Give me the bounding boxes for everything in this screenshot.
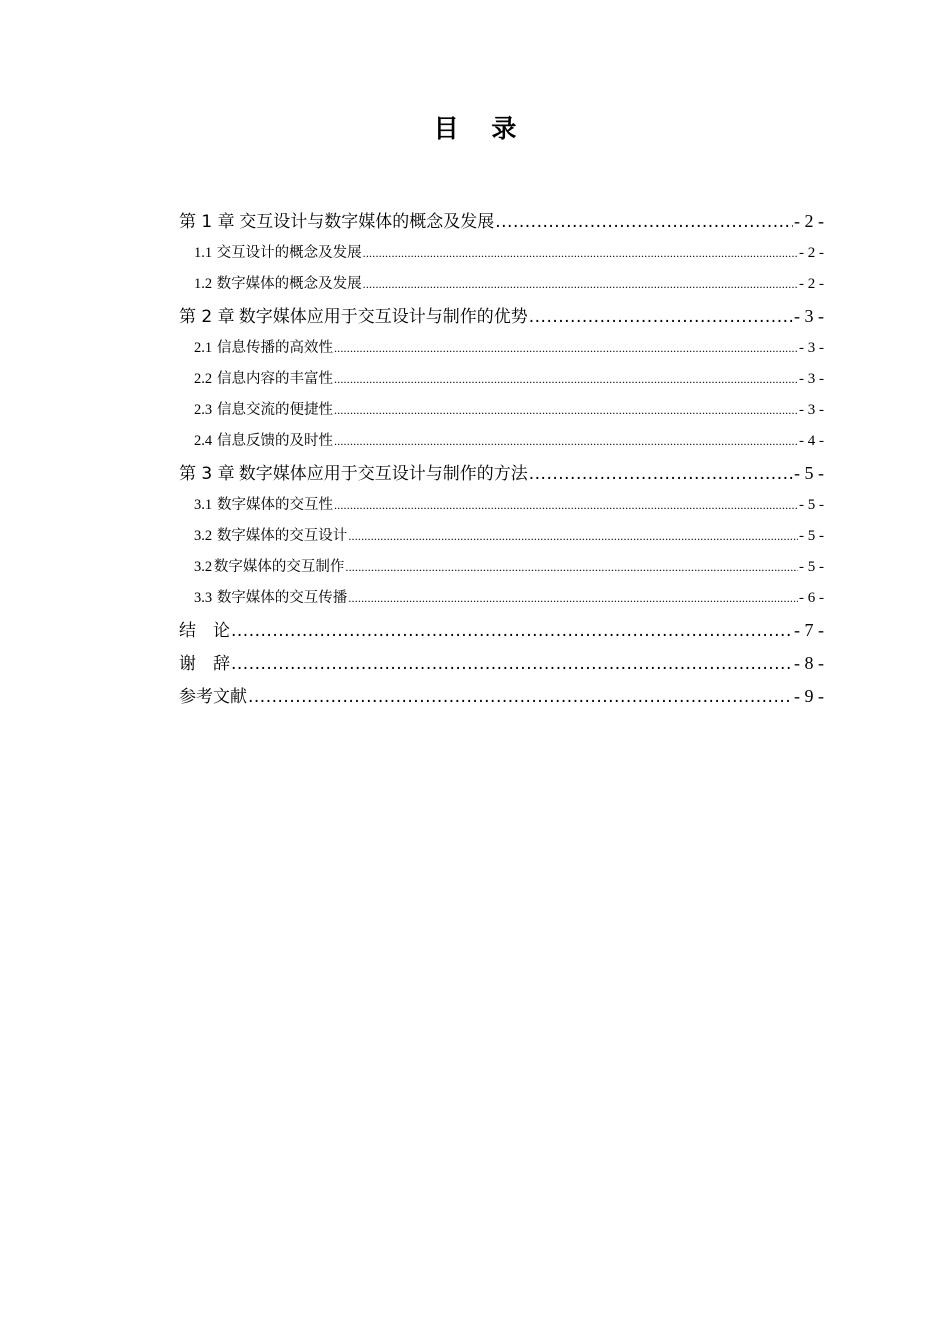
toc-entry-page: - 5 - <box>799 559 824 575</box>
toc-entry-page: - 5 - <box>794 463 824 483</box>
dot-leader <box>334 426 798 457</box>
toc-entry-number: 第 2 章 <box>179 307 235 327</box>
toc-entry-page: - 9 - <box>794 686 824 706</box>
toc-entry-page: - 5 - <box>799 497 824 513</box>
dot-leader <box>345 552 798 583</box>
dot-leader <box>529 458 793 491</box>
toc-entry-label: 信息交流的便捷性 <box>216 402 333 418</box>
toc-entry-label: 信息反馈的及时性 <box>216 433 333 449</box>
toc-entry-section-1-2[interactable] <box>179 269 824 300</box>
toc-entry-chapter-1[interactable] <box>179 205 824 238</box>
toc-entry-number: 3.2 <box>194 528 213 544</box>
toc-list <box>179 205 824 713</box>
dot-leader <box>495 206 793 239</box>
dot-leader <box>334 333 798 364</box>
toc-entry-number: 2.1 <box>194 340 213 356</box>
dot-leader <box>231 615 793 648</box>
toc-entry-label: 数字媒体的概念及发展 <box>216 276 362 292</box>
toc-entry-number: 1.2 <box>194 276 213 292</box>
toc-entry-page: - 4 - <box>799 433 824 449</box>
toc-entry-section-3-3[interactable] <box>179 583 824 614</box>
toc-entry-section-3-1[interactable] <box>179 490 824 521</box>
toc-entry-section-3-2-production[interactable] <box>179 552 824 583</box>
toc-entry-page: - 3 - <box>799 371 824 387</box>
dot-leader <box>334 490 798 521</box>
toc-entry-number: 2.4 <box>194 433 213 449</box>
dot-leader <box>348 583 798 614</box>
toc-entry-section-2-2[interactable] <box>179 364 824 395</box>
toc-entry-section-2-1[interactable] <box>179 333 824 364</box>
dot-leader <box>363 238 798 269</box>
toc-entry-label: 信息传播的高效性 <box>216 340 333 356</box>
toc-entry-label: 交互设计与数字媒体的概念及发展 <box>239 212 495 232</box>
dot-leader <box>334 395 798 426</box>
toc-entry-page: - 5 - <box>799 528 824 544</box>
toc-entry-page: - 2 - <box>799 276 824 292</box>
dot-leader <box>334 364 798 395</box>
toc-entry-page: - 6 - <box>799 590 824 606</box>
toc-entry-chapter-2[interactable] <box>179 300 824 333</box>
dot-leader <box>363 269 798 300</box>
toc-entry-label: 交互设计的概念及发展 <box>216 245 362 261</box>
toc-entry-label: 结 论 <box>179 621 230 641</box>
toc-entry-page: - 2 - <box>794 211 824 231</box>
toc-entry-label: 数字媒体的交互传播 <box>216 590 348 606</box>
toc-entry-label: 谢 辞 <box>179 654 230 674</box>
toc-entry-label: 信息内容的丰富性 <box>216 371 333 387</box>
toc-entry-page: - 3 - <box>799 402 824 418</box>
toc-entry-section-2-4[interactable] <box>179 426 824 457</box>
toc-entry-acknowledgements[interactable] <box>179 647 824 680</box>
toc-entry-section-3-2-design[interactable] <box>179 521 824 552</box>
toc-entry-label: 数字媒体的交互性 <box>216 497 333 513</box>
toc-entry-page: - 3 - <box>794 306 824 326</box>
toc-entry-number: 3.2 <box>194 559 213 575</box>
toc-entry-section-2-3[interactable] <box>179 395 824 426</box>
toc-entry-number: 3.1 <box>194 497 213 513</box>
toc-entry-label: 数字媒体的交互设计 <box>216 528 348 544</box>
toc-entry-number: 第 3 章 <box>179 464 235 484</box>
toc-entry-number: 1.1 <box>194 245 213 261</box>
dot-leader <box>231 648 793 681</box>
dot-leader <box>529 301 793 334</box>
toc-entry-label: 参考文献 <box>179 687 247 707</box>
toc-entry-number: 3.3 <box>194 590 213 606</box>
toc-entry-number: 2.3 <box>194 402 213 418</box>
toc-entry-page: - 2 - <box>799 245 824 261</box>
toc-entry-page: - 7 - <box>794 620 824 640</box>
dot-leader <box>248 681 793 714</box>
toc-entry-references[interactable] <box>179 680 824 713</box>
toc-entry-page: - 8 - <box>794 653 824 673</box>
toc-entry-label: 数字媒体的交互制作 <box>213 559 345 575</box>
toc-entry-label: 数字媒体应用于交互设计与制作的方法 <box>238 464 528 484</box>
toc-entry-number: 2.2 <box>194 371 213 387</box>
toc-entry-section-1-1[interactable] <box>179 238 824 269</box>
toc-title: 目 录 <box>433 114 529 143</box>
toc-entry-page: - 3 - <box>799 340 824 356</box>
toc-entry-number: 第 1 章 <box>179 212 235 232</box>
toc-entry-label: 数字媒体应用于交互设计与制作的优势 <box>238 307 528 327</box>
toc-entry-chapter-3[interactable] <box>179 457 824 490</box>
toc-entry-conclusion[interactable] <box>179 614 824 647</box>
dot-leader <box>348 521 798 552</box>
